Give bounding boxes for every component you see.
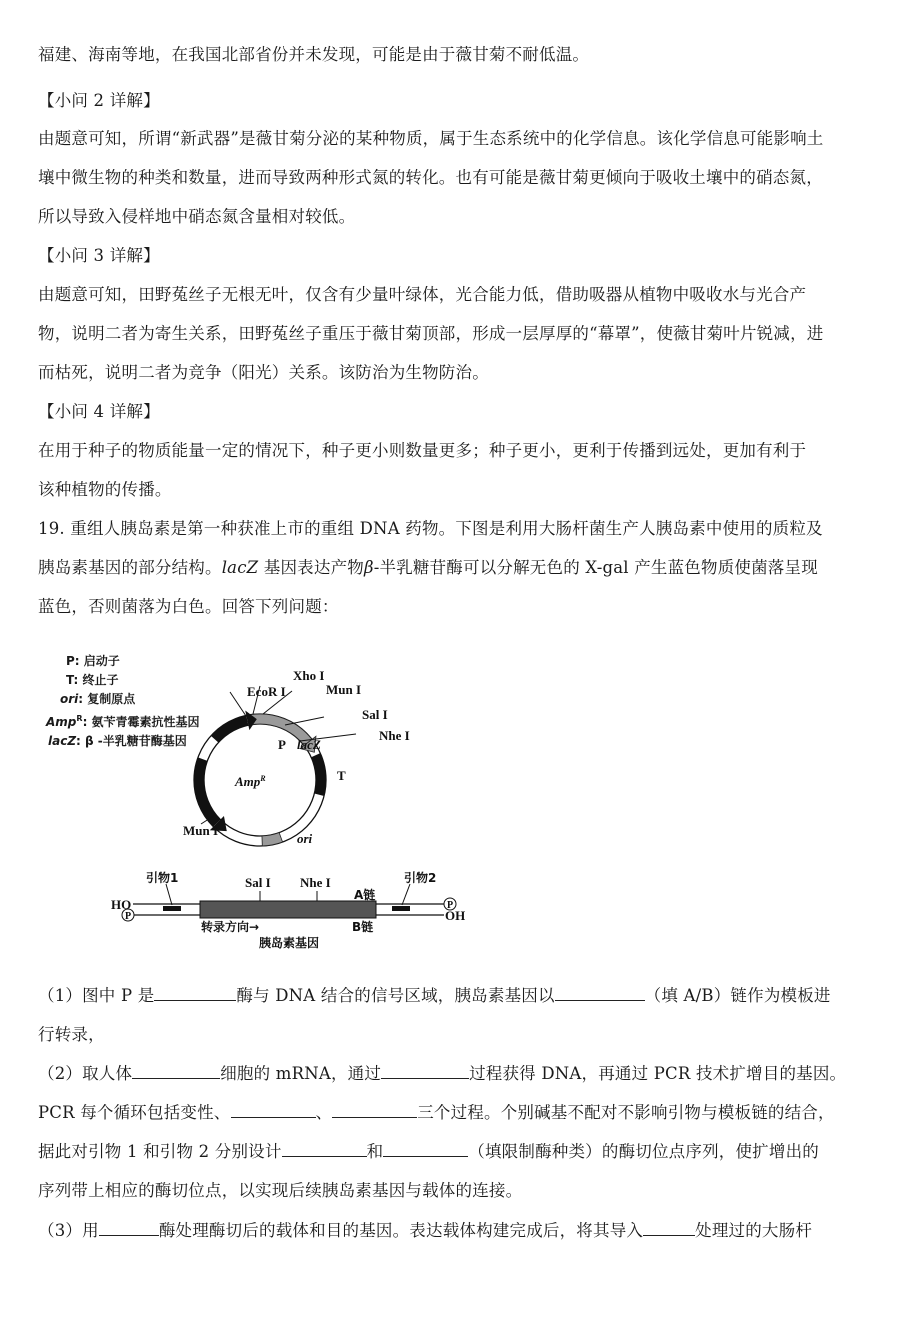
- q3-analysis-line: 物，说明二者为寄生关系，田野菟丝子重压于薇甘菊顶部，形成一层厚厚的“幕罩”，使薇甘菊叶片锐减，进: [38, 324, 824, 343]
- beta-symbol: β: [363, 558, 374, 577]
- legend-item: Amp$^R$: 氨苄青霉素抗性基因: [46, 714, 200, 729]
- promoter-segment: [211, 715, 248, 742]
- q2-line: [38, 1102, 835, 1124]
- q2-text: 据此对引物 1 和引物 2 分别设计: [38, 1142, 282, 1161]
- plasmid-and-gene-diagram: [46, 648, 480, 958]
- xho-label: Xho I: [293, 668, 325, 683]
- primer1-pointer: [166, 884, 172, 905]
- gene-sal-label: Sal I: [245, 875, 271, 890]
- b-chain-label: B链: [352, 920, 374, 934]
- q1-text: （填 A/B）链作为模板进: [644, 986, 831, 1005]
- insulin-gene-label: 胰岛素基因: [259, 936, 320, 950]
- q2-analysis-line: 由题意可知，所谓“新武器”是薇甘菊分泌的某种物质，属于生态系统中的化学信息。该化学信息可能影响土: [38, 129, 824, 148]
- mun-left-label: Mun I: [183, 823, 219, 838]
- q1-line: [38, 985, 831, 1007]
- q2-text: PCR 每个循环包括变性、: [38, 1103, 231, 1122]
- q2-blank-primer2-enzyme[interactable]: [383, 1141, 468, 1157]
- sal-label: Sal I: [362, 707, 388, 722]
- q2-blank-cell[interactable]: [132, 1063, 220, 1079]
- q3-text: 处理过的大肠杆: [695, 1221, 813, 1240]
- ho-label: HO: [111, 897, 132, 912]
- q3-analysis-heading: 【小问 3 详解】: [38, 246, 160, 265]
- q3-text: （3）用: [38, 1221, 99, 1240]
- stem-text: 基因表达产物: [258, 558, 364, 577]
- q2-text: （2）取人体: [38, 1064, 133, 1083]
- q1-line: 行转录，: [38, 1025, 105, 1044]
- ecor-pointer: [230, 692, 246, 716]
- q2-blank-process[interactable]: [381, 1063, 469, 1079]
- q1-blank-enzyme[interactable]: [154, 985, 236, 1001]
- diagram-svg: [60, 648, 480, 958]
- q2-analysis-line: 所以导致入侵样地中硝态氮含量相对较低。: [38, 207, 356, 226]
- q2-blank-primer1-enzyme[interactable]: [282, 1141, 367, 1157]
- q2-text: 、: [315, 1103, 333, 1122]
- gene-region: [200, 901, 376, 918]
- oh-label: OH: [445, 908, 466, 923]
- primer1-label: 引物1: [146, 871, 179, 885]
- q19-stem-line: [38, 557, 818, 579]
- primer2-pointer: [402, 884, 410, 905]
- q3-analysis-line: 由题意可知，田野菟丝子无根无叶，仅含有少量叶绿体，光合能力低，借助吸器从植物中吸收水与光合产: [38, 285, 807, 304]
- ecor-label: EcoR I: [247, 684, 286, 699]
- q4-analysis-line: 该种植物的传播。: [38, 480, 172, 499]
- q1-blank-strand[interactable]: [555, 985, 645, 1001]
- q4-analysis-line: 在用于种子的物质能量一定的情况下，种子更小则数量更多；种子更小，更利于传播到远处，更加有利于: [38, 441, 807, 460]
- q2-line: 序列带上相应的酶切位点，以实现后续胰岛素基因与载体的连接。: [38, 1181, 523, 1200]
- q2-text: 三个过程。个别碱基不配对不影响引物与模板链的结合，: [417, 1103, 835, 1122]
- phosphate-right-label: P: [446, 900, 454, 911]
- q2-blank-step2[interactable]: [231, 1102, 316, 1118]
- q2-analysis-heading: 【小问 2 详解】: [38, 91, 160, 110]
- legend-item: P: 启动子: [66, 654, 120, 668]
- primer1-mark: [163, 906, 181, 911]
- a-chain-label: A链: [354, 888, 376, 902]
- q19-stem-line: 蓝色，否则菌落为白色。回答下列问题：: [38, 597, 339, 616]
- q1-text: （1）图中 P 是: [38, 986, 155, 1005]
- mun-top-label: Mun I: [326, 682, 362, 697]
- q2-text: 过程获得 DNA，再通过 PCR 技术扩增目的基因。: [469, 1064, 847, 1083]
- q2-analysis-line: 壤中微生物的种类和数量，进而导致两种形式氮的转化。也有可能是薇甘菊更倾向于吸收土壤中的硝态氮，: [38, 168, 823, 187]
- terminator-segment: [311, 753, 326, 796]
- q2-text: 和: [366, 1142, 384, 1161]
- q2-text: （填限制酶种类）的酶切位点序列，使扩增出的: [468, 1142, 819, 1161]
- legend-item: T: 终止子: [66, 673, 119, 687]
- q1-text: 酶与 DNA 结合的信号区域，胰岛素基因以: [236, 986, 555, 1005]
- q4-analysis-heading: 【小问 4 详解】: [38, 402, 160, 421]
- promoter-label: P: [278, 737, 286, 752]
- q2-text: 细胞的 mRNA，通过: [220, 1064, 382, 1083]
- q2-line: [38, 1141, 819, 1163]
- ori-label: ori: [297, 831, 313, 846]
- q3-line: [38, 1220, 812, 1242]
- gene-nhe-label: Nhe I: [300, 875, 331, 890]
- q3-blank-treatment[interactable]: [643, 1220, 695, 1236]
- ampr-label: Amp$^R$: [235, 774, 266, 789]
- q3-blank-enzyme[interactable]: [99, 1220, 159, 1236]
- q2-line: [38, 1063, 846, 1085]
- stem-text: 胰岛素基因的部分结构。: [38, 558, 222, 577]
- primer2-label: 引物2: [404, 871, 437, 885]
- legend-item: lacZ: β -半乳糖苷酶基因: [48, 734, 187, 748]
- lacz-label: lacZ: [297, 737, 321, 752]
- q1-analysis-tail: 福建、海南等地，在我国北部省份并未发现，可能是由于薇甘菊不耐低温。: [38, 45, 590, 64]
- stem-text: -半乳糖苷酶可以分解无色的 X-gal 产生蓝色物质使菌落呈现: [373, 558, 818, 577]
- legend-item: ori: 复制原点: [60, 692, 136, 706]
- transcription-direction-label: 转录方向→: [201, 920, 260, 934]
- ampr-segment: [194, 757, 220, 826]
- terminator-label: T: [337, 768, 346, 783]
- lacz-term: lacZ: [221, 558, 259, 577]
- q3-analysis-line: 而枯死，说明二者为竞争（阳光）关系。该防治为生物防治。: [38, 363, 489, 382]
- q2-blank-step3[interactable]: [332, 1102, 417, 1118]
- q19-stem-line: 19. 重组人胰岛素是第一种获准上市的重组 DNA 药物。下图是利用大肠杆菌生产人胰岛素中使用的质粒及: [38, 519, 823, 538]
- insulin-gene-strip: [122, 884, 456, 921]
- ori-segment: [262, 833, 283, 846]
- primer2-mark: [392, 906, 410, 911]
- phosphate-left-label: P: [124, 911, 132, 922]
- q3-text: 酶处理酶切后的载体和目的基因。表达载体构建完成后，将其导入: [158, 1221, 644, 1240]
- nhe-label: Nhe I: [379, 728, 410, 743]
